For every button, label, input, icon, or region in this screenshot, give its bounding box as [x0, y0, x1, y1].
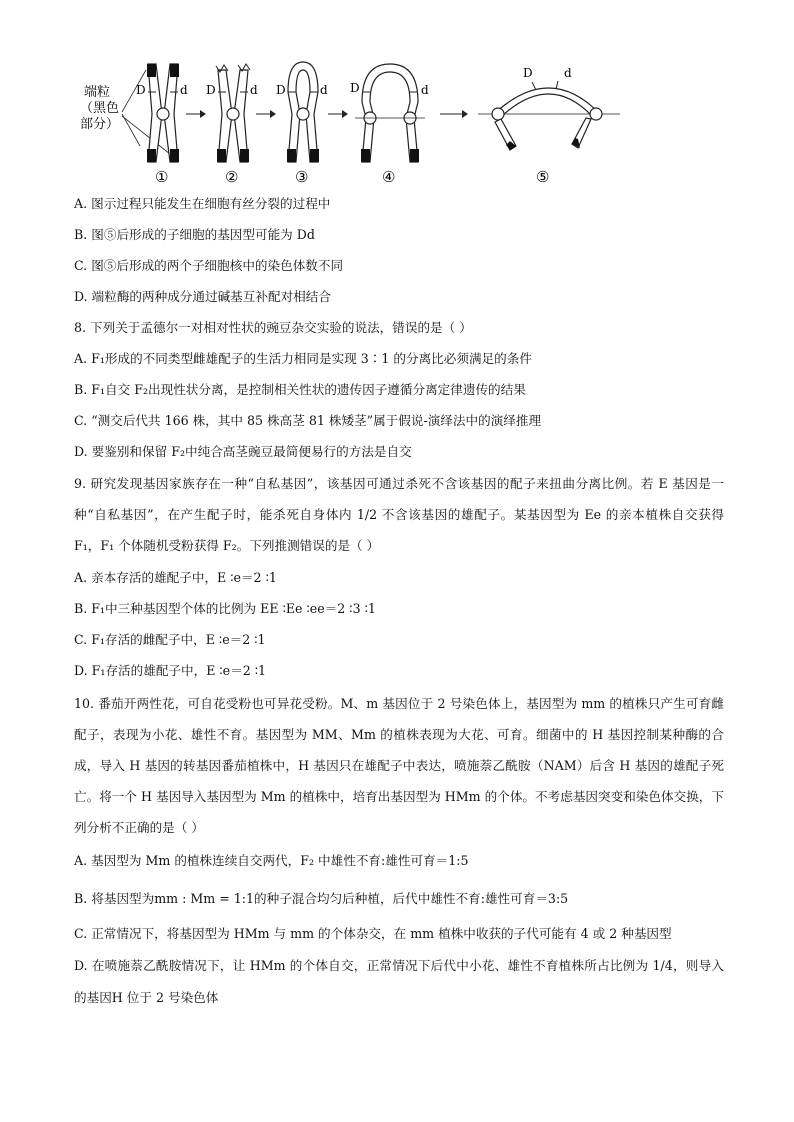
q7-option-c: C. 图⑤后形成的两个子细胞核中的染色体数不同 — [74, 258, 344, 273]
q7-option-a: A. 图示过程只能发生在细胞有丝分裂的过程中 — [74, 196, 331, 211]
stage-label-5: ⑤ — [536, 168, 550, 186]
stage-label-4: ④ — [382, 168, 396, 186]
chromosome-stage-5 — [478, 66, 620, 150]
q10-option-b: B. 将基因型为mm : Mm = 1:1的种子混合均匀后种植，后代中雄性不育:雄性可育＝3:5 — [74, 891, 569, 906]
telomere-pointer — [122, 116, 170, 154]
chromosome-diagram — [70, 52, 630, 187]
gene-d-label: d — [320, 83, 328, 97]
q9-option-d: D. F₁存活的雄配子中，E ∶e＝2 ∶1 — [74, 663, 267, 678]
telomere-label-1: 端粒 — [84, 85, 111, 100]
q8-option-d: D. 要鉴别和保留 F₂中纯合高茎豌豆最简便易行的方法是自交 — [74, 444, 412, 459]
gene-D-label: D — [136, 83, 146, 97]
telomere-label-2: （黑色 — [80, 101, 120, 116]
stage-label-2: ② — [225, 168, 239, 186]
stage-label-1: ① — [155, 168, 169, 186]
q8-option-b: B. F₁自交 F₂出现性状分离，是控制相关性状的遗传因子遵循分离定律遗传的结果 — [74, 382, 526, 397]
q10-option-a: A. 基因型为 Mm 的植株连续自交两代，F₂ 中雄性不育:雄性可育＝1:5 — [74, 853, 469, 868]
gene-d-label: d — [180, 83, 188, 97]
gene-D-label: D — [206, 83, 216, 97]
gene-d-label: d — [564, 66, 572, 80]
q9-stem: 9. 研究发现基因家族存在一种“自私基因”，该基因可通过杀死不含该基因的配子来扭曲分离比例。若 E 基因是一种“自私基因”，在产生配子时，能杀死自身体内 1/2 不含该基因的雄配子。某基因型为 Ee 的亲本植株自交获得 F₁，F₁ 个体随机受粉获得 F₂。下列推测错误的是（ ） — [74, 476, 724, 553]
chromosome-stage-4 — [350, 64, 429, 162]
q7-option-d: D. 端粒酶的两种成分通过碱基互补配对相结合 — [74, 289, 331, 304]
q9-option-b: B. F₁中三种基因型个体的比例为 EE ∶Ee ∶ee＝2 ∶3 ∶1 — [74, 601, 376, 616]
q8-option-a: A. F₁形成的不同类型雌雄配子的生活力相同是实现 3∶1 的分离比必须满足的条件 — [74, 351, 532, 366]
gene-D-label: D — [276, 83, 286, 97]
gene-D-label: D — [523, 66, 533, 80]
q8-option-c: C. “测交后代共 166 株，其中 85 株高茎 81 株矮茎”属于假说-演绎法中的演绎推理 — [74, 413, 542, 428]
chromosome-stage-3 — [276, 62, 328, 162]
arrow-icon — [462, 110, 468, 118]
stage-label-3: ③ — [295, 168, 309, 186]
gene-D-label: D — [350, 81, 360, 95]
q10-option-c: C. 正常情况下，将基因型为 HMm 与 mm 的个体杂交，在 mm 植株中收获的子代可能有 4 或 2 种基因型 — [74, 926, 672, 941]
gene-d-label: d — [421, 83, 429, 97]
q9-option-a: A. 亲本存活的雄配子中，E ∶e＝2 ∶1 — [74, 570, 277, 585]
q10-option-d: D. 在喷施萘乙酰胺情况下，让 HMm 的个体自交，正常情况下后代中小花、雄性不育植株所占比例为 1/4，则导入的基因H 位于 2 号染色体 — [74, 958, 724, 1005]
q7-option-b: B. 图⑤后形成的子细胞的基因型可能为 Dd — [74, 227, 315, 242]
telomere-pointer — [122, 114, 140, 146]
arrow-icon — [270, 110, 276, 118]
q10-stem: 10. 番茄开两性花，可自花受粉也可异花受粉。M、m 基因位于 2 号染色体上，基因型为 mm 的植株只产生可育雌配子，表现为小花、雄性不育。基因型为 MM、Mm 的植株表现为大花、可育。细菌中的 H 基因控制某种酶的合成，导入 H 基因的转基因番茄植株中，H 基因只在雄配子中表达，喷施萘乙酰胺（NAM）后含 H 基因的雄配子死亡。将一个 H 基因导入基因型为 Mm 的植株中，培育出基因型为 HMm 的个体。不考虑基因突变和染色体交换，下列分析不正确的是（ ） — [74, 696, 724, 835]
gene-d-label: d — [250, 83, 258, 97]
chromosome-stage-2 — [206, 64, 258, 162]
arrow-icon — [200, 110, 206, 118]
q9-option-c: C. F₁存活的雌配子中，E ∶e＝2 ∶1 — [74, 632, 266, 647]
arrow-icon — [342, 110, 348, 118]
telomere-label-3: 部分） — [80, 117, 120, 132]
q8-stem: 8. 下列关于孟德尔一对相对性状的豌豆杂交实验的说法，错误的是（ ） — [74, 320, 472, 335]
